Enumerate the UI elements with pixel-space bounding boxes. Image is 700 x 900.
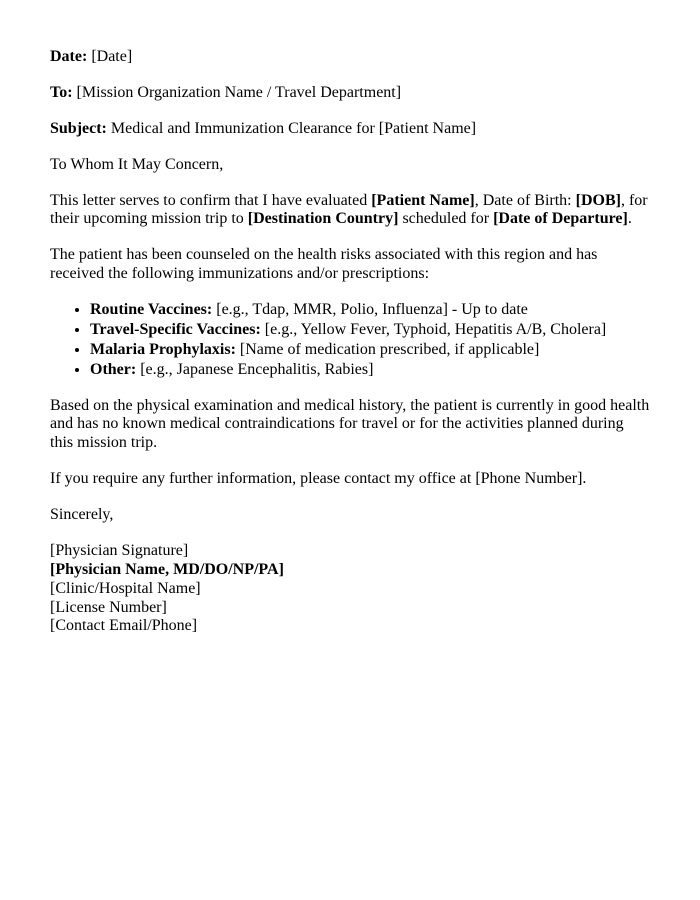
contact-paragraph: If you require any further information, please contact my office at [Phone Number].: [50, 470, 587, 488]
date-line: Date: [Date]: [50, 48, 133, 65]
signature-physician-signature: [Physician Signature]: [50, 541, 189, 559]
subject-line: Subject: Medical and Immunization Clearance for [Patient Name]: [50, 119, 477, 137]
vaccine-item-routine: • Routine Vaccines: [e.g., Tdap, MMR, Polio, Influenza] - Up to date: [90, 301, 650, 320]
vaccine-item-travel-specific: • Travel-Specific Vaccines: [e.g., Yellow Fever, Typhoid, Hepatitis A/B, Cholera]: [90, 321, 650, 340]
vaccine-item-malaria-prophylaxis: • Malaria Prophylaxis: [Name of medication prescribed, if applicable]: [90, 341, 650, 360]
assessment-paragraph: Based on the physical examination and medical history, the patient is currently in good health and has no known medical contraindications for travel or for the activities planned during this mission trip.: [50, 396, 650, 452]
intro-paragraph: This letter serves to confirm that I have evaluated [Patient Name], Date of Birth: [DOB], for their upcoming mission trip to [Destination Country] scheduled for [Date of Departure].: [50, 191, 648, 228]
signature-contact: [Contact Email/Phone]: [50, 617, 198, 635]
to-line: To: [Mission Organization Name / Travel Department]: [50, 83, 402, 101]
salutation: To Whom It May Concern,: [50, 155, 224, 173]
vaccine-item-other: • Other: [e.g., Japanese Encephalitis, Rabies]: [90, 361, 650, 380]
closing: Sincerely,: [50, 506, 114, 523]
signature-clinic-name: [Clinic/Hospital Name]: [50, 579, 201, 597]
signature-physician-name: [Physician Name, MD/DO/NP/PA]: [50, 560, 284, 578]
signature-block: [50, 542, 650, 636]
vaccine-list: [50, 301, 650, 380]
counseling-paragraph: The patient has been counseled on the health risks associated with this region and has received the following immunizations and/or prescriptions:: [50, 246, 598, 283]
signature-license-number: [License Number]: [50, 598, 167, 616]
